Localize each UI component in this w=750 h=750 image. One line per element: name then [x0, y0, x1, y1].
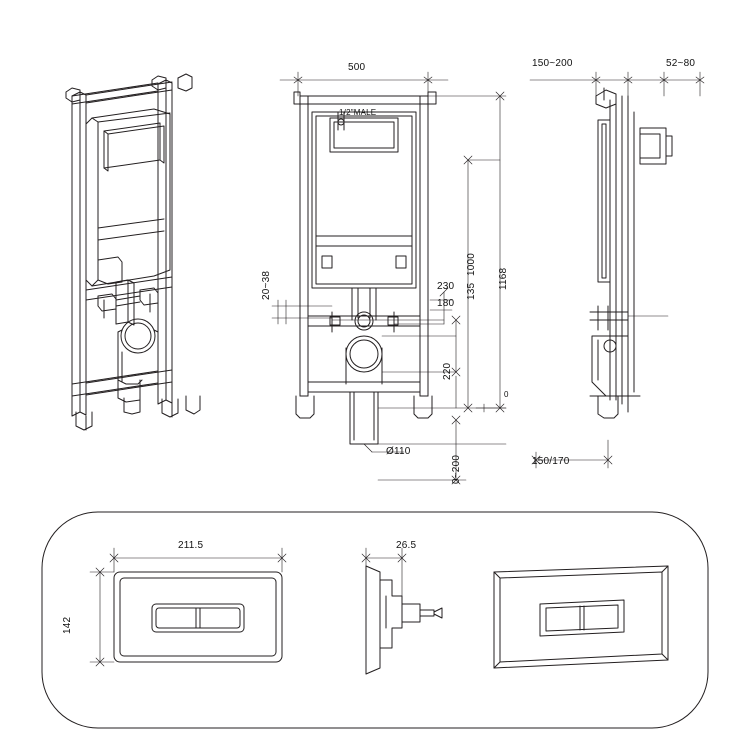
dim-front-width: 500	[348, 62, 366, 73]
side-elevation-view	[530, 72, 704, 468]
flush-plate-detail-panel	[42, 512, 708, 728]
dim-outlet-diameter: Ø110	[386, 446, 411, 457]
front-elevation-view	[272, 72, 506, 484]
dim-plate-depth: 26.5	[396, 540, 417, 551]
dim-0-200: 0~200	[451, 454, 462, 484]
label-inlet-thread: 1/2"MALE	[339, 108, 377, 117]
dim-height-1000: 135	[466, 282, 477, 300]
dim-plate-width: 211.5	[178, 540, 204, 551]
dim-220: 220	[442, 362, 453, 380]
dim-20-38: 20~38	[261, 270, 272, 300]
dim-base-range: 150/170	[532, 456, 570, 467]
dim-plate-range: 52~80	[666, 58, 696, 69]
isometric-frame-view	[66, 74, 200, 430]
dim-plate-height: 142	[62, 616, 73, 634]
dim-180: 180	[437, 298, 455, 309]
dim-zero: 0	[504, 390, 509, 399]
dim-depth-range: 150~200	[532, 58, 573, 69]
dim-230: 230	[437, 281, 455, 292]
dim-inner-height: 1000	[466, 252, 477, 276]
dim-overall-height: 1168	[498, 267, 509, 290]
